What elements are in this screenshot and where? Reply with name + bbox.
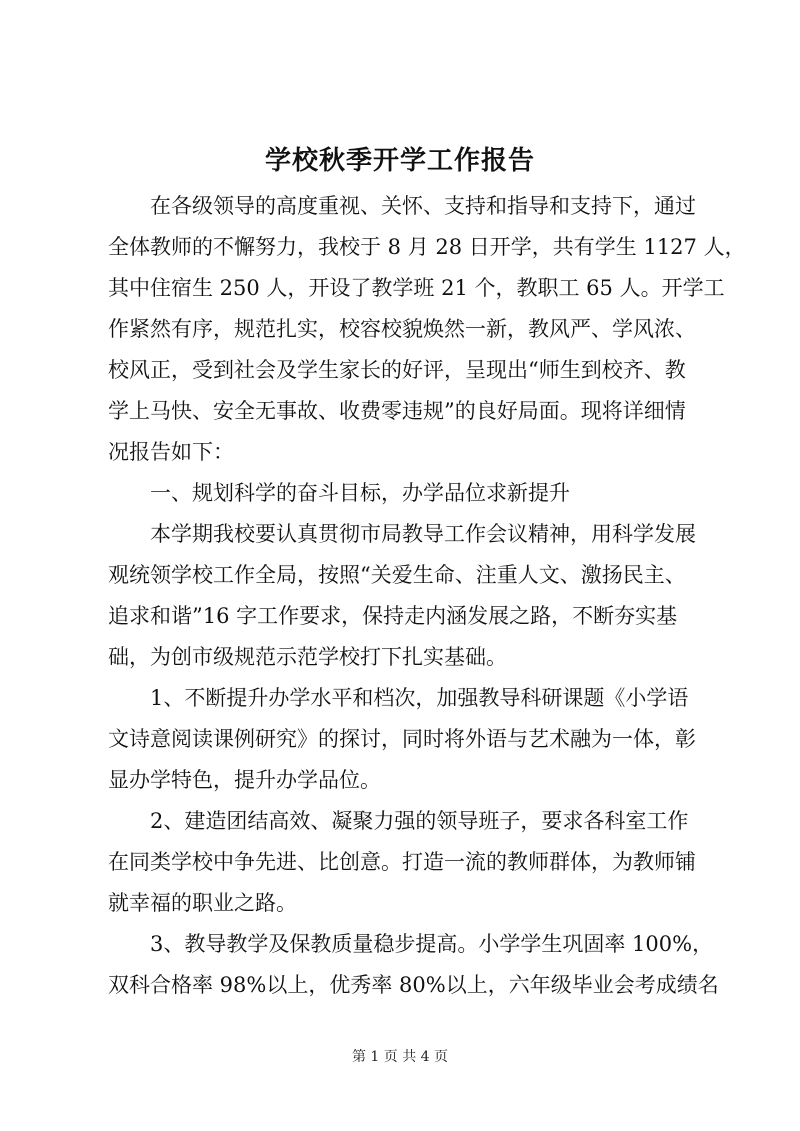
text-line: 作紧然有序，规范扎实，校容校貌焕然一新，教风严、学风浓、 [108,317,696,341]
text-line: 1、不断提升办学水平和档次，加强教导科研课题《小学语 [150,686,689,710]
text-line: 学上马快、安全无事故、收费零违规”的良好局面。现将详细情 [108,399,686,423]
section-heading: 一、规划科学的奋斗目标，办学品位求新提升 [150,481,570,505]
text-line: 3、教导教学及保教质量稳步提高。小学学生巩固率 100%， [150,932,714,956]
text-line: 校风正，受到社会及学生家长的好评，呈现出“师生到校齐、教 [108,358,686,382]
text-line: 文诗意阅读课例研究》的探讨，同时将外语与艺术融为一体，彰 [108,727,696,751]
text-line: 在各级领导的高度重视、关怀、支持和指导和支持下，通过 [150,194,696,218]
text-line: 双科合格率 98%以上，优秀率 80%以上，六年级毕业会考成绩名 [108,973,719,997]
text-line: 就幸福的职业之路。 [108,891,297,915]
text-line: 在同类学校中争先进、比创意。打造一流的教师群体，为教师铺 [108,850,696,874]
text-line: 础，为创市级规范示范学校打下扎实基础。 [108,645,507,669]
text-line: 追求和谐”16 字工作要求，保持走内涵发展之路，不断夯实基 [108,604,678,628]
document-body [108,186,746,1006]
page-footer: 第 1 页 共 4 页 [351,1049,449,1065]
text-line: 2、建造团结高效、凝聚力强的领导班子，要求各科室工作 [150,809,689,833]
text-line: 全体教师的不懈努力，我校于 8 月 28 日开学，共有学生 1127 人， [108,235,746,259]
text-line: 其中住宿生 250 人，开设了教学班 21 个，教职工 65 人。开学工 [108,276,725,300]
text-line: 况报告如下： [108,440,234,464]
text-line: 本学期我校要认真贯彻市局教导工作会议精神，用科学发展 [150,522,696,546]
text-line: 观统领学校工作全局，按照“关爱生命、注重人文、激扬民主、 [108,563,686,587]
document-title: 学校秋季开学工作报告 [264,146,535,176]
text-line: 显办学特色，提升办学品位。 [108,768,381,792]
